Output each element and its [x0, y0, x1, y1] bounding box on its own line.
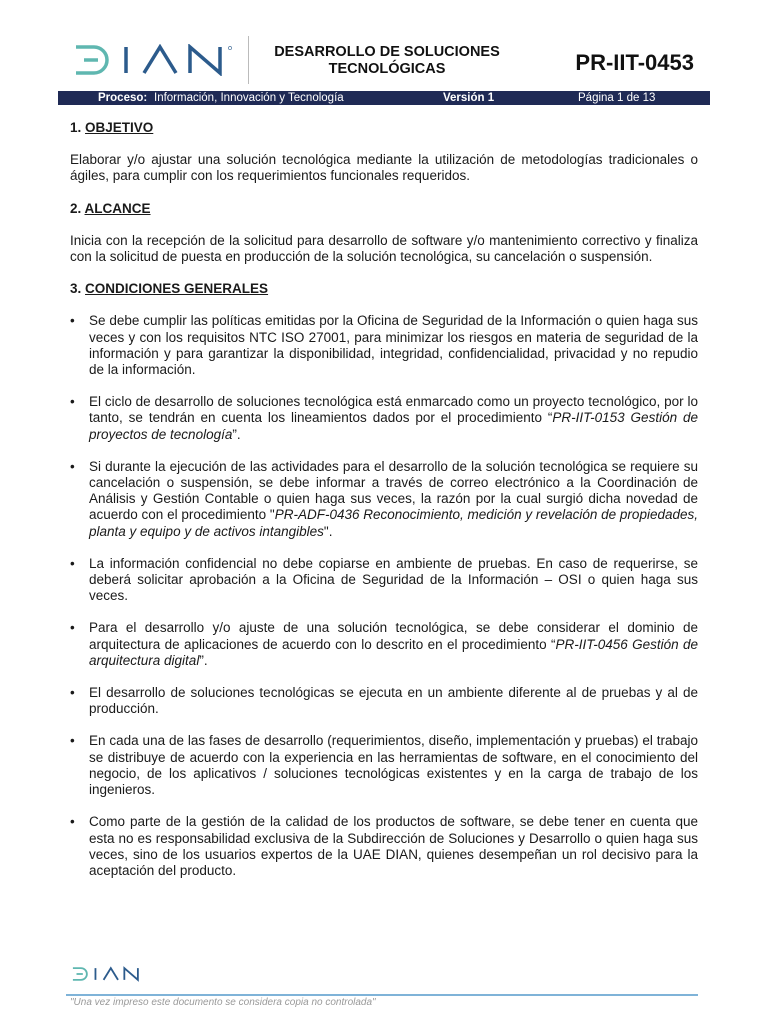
bullet-icon: •: [70, 394, 75, 410]
version-label: Versión 1: [443, 92, 495, 104]
bullet-icon: •: [70, 555, 75, 571]
process-bar: [58, 91, 710, 105]
list-item-text-pre: El ciclo de desarrollo de soluciones tecnológica está enmarcado como un proyecto tecnológico, por lo tanto, se tendrán en cuenta los lineamientos dados por el procedimiento “: [89, 394, 698, 426]
section-number: 1.: [70, 120, 82, 135]
document-code: PR-IIT-0453: [575, 50, 694, 75]
list-item-text-post: ”.: [199, 652, 208, 668]
document-body: [70, 120, 698, 895]
list-item: [70, 459, 698, 540]
list-item: [70, 733, 698, 798]
bullet-icon: •: [70, 458, 75, 474]
page-indicator: Página 1 de 13: [578, 92, 656, 104]
objetivo-text: Elaborar y/o ajustar una solución tecnológica mediante la utilización de metodologías tradicionales o ágiles, para cumplir con los requerimientos funcionales requeridos.: [70, 152, 698, 184]
list-item: [70, 814, 698, 879]
procedure-reference: PR-IIT-0456 Gestión de arquitectura digital: [89, 636, 699, 668]
document-header: [62, 36, 710, 84]
document-title-line2: TECNOLÓGICAS: [328, 61, 446, 77]
process-label: Proceso:: [98, 92, 148, 104]
section-title-objetivo: [70, 120, 698, 136]
section-heading: ALCANCE: [84, 200, 151, 216]
section-heading: OBJETIVO: [85, 120, 154, 135]
footer-divider: [66, 994, 698, 996]
section-title-condiciones: [70, 281, 698, 297]
procedure-reference: PR-IIT-0153 Gestión de proyectos de tecnología: [89, 410, 698, 442]
list-item: [70, 620, 698, 669]
list-item-text-pre: Para el desarrollo y/o ajuste de una solución tecnológica, se debe considerar el dominio de arquitectura de aplicaciones de acuerdo con lo descrito en el procedimiento “: [89, 620, 698, 652]
section-number: 2.: [70, 200, 82, 216]
section-heading: CONDICIONES GENERALES: [85, 281, 269, 297]
procedure-reference: PR-ADF-0436 Reconocimiento, medición y revelación de propiedades, planta y equipo y de activos intangibles: [89, 507, 698, 539]
bullet-icon: •: [70, 620, 75, 636]
list-item-text-pre: Si durante la ejecución de las actividades para el desarrollo de la solución tecnológica se requiere su cancelación o suspensión, se debe informar a través de correo electrónico a la Coordinación de Análisis y Gestión Contable o quien haga sus veces, la razón por la cual surgió dicha novedad de acuerdo con el procedimiento ": [89, 458, 698, 523]
footer-logo: [72, 966, 146, 987]
list-item-text-post: ”.: [232, 426, 241, 442]
condiciones-list: [70, 313, 698, 879]
bullet-icon: •: [70, 685, 75, 701]
document-title: [252, 44, 522, 78]
dian-logo-icon: [72, 966, 146, 982]
list-item-text: En cada una de las fases de desarrollo (requerimientos, diseño, implementación y pruebas) el trabajo se distribuye de acuerdo con la experiencia en las herramientas de software, en el conocimiento del negocio, de los aplicativos / soluciones tecnológicas existentes y en la carga de trabajo de los ingenieros.: [89, 733, 698, 798]
dian-logo-icon: [74, 44, 238, 76]
list-item: [70, 556, 698, 605]
bullet-icon: •: [70, 814, 75, 830]
section-title-alcance: [70, 201, 698, 217]
dian-logo: [62, 36, 249, 84]
bullet-icon: •: [70, 313, 75, 329]
section-number: 3.: [70, 281, 82, 297]
list-item-text: Como parte de la gestión de la calidad de los productos de software, se debe tener en cuenta que esta no es responsabilidad exclusiva de la Subdirección de Soluciones y Desarrollo o quien haga sus veces, sino de los usuarios expertos de la UAE DIAN, quienes desempeñan un rol decisivo para la aceptación del producto.: [89, 814, 698, 878]
bullet-icon: •: [70, 733, 75, 749]
list-item: [70, 313, 698, 378]
list-item: [70, 685, 698, 717]
process-value: Información, Innovación y Tecnología: [154, 92, 344, 104]
list-item-text: El desarrollo de soluciones tecnológicas se ejecuta en un ambiente diferente al de pruebas y al de producción.: [89, 685, 698, 717]
alcance-text: Inicia con la recepción de la solicitud para desarrollo de software y/o mantenimiento correctivo y finaliza con la solicitud de puesta en producción de la solución tecnológica, su cancelación o suspensión.: [70, 232, 698, 265]
list-item: [70, 394, 698, 443]
footer-note: "Una vez impreso este documento se considera copia no controlada": [70, 997, 376, 1008]
list-item-text: Se debe cumplir las políticas emitidas por la Oficina de Seguridad de la Información o quien haga sus veces y con los requisitos NTC ISO 27001, para minimizar los riesgos en materia de seguridad de la información y para garantizar la disponibilidad, integridad, confidencialidad, privacidad y no repudio de la información.: [89, 313, 698, 378]
document-title-line1: DESARROLLO DE SOLUCIONES: [274, 44, 500, 60]
list-item-text-post: ".: [323, 523, 333, 539]
list-item-text: La información confidencial no debe copiarse en ambiente de pruebas. En caso de requerirse, se deberá solicitar aprobación a la Oficina de Seguridad de la Información – OSI o quien haga sus veces.: [89, 555, 698, 604]
